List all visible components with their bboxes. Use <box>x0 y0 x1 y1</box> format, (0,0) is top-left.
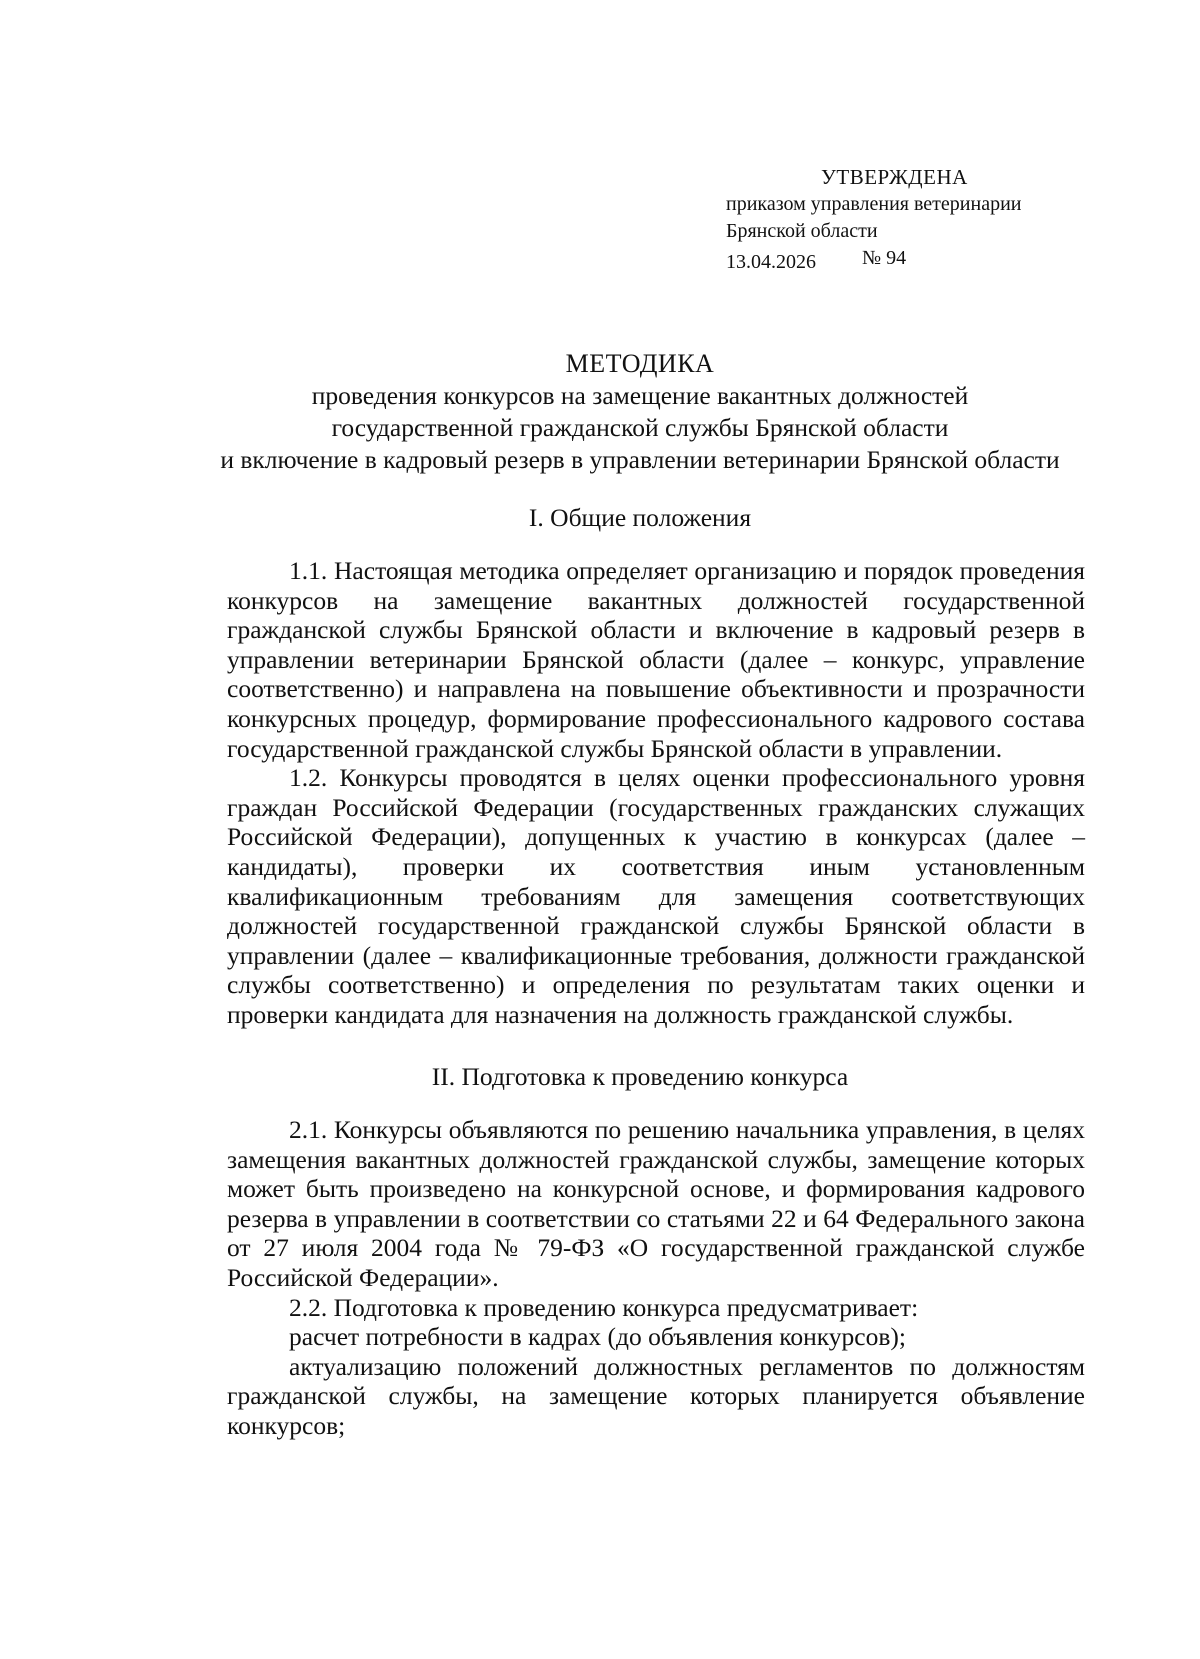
approval-region-line: Брянской области <box>726 220 878 242</box>
document-subtitle-line-3: и включение в кадровый резерв в управлении ветеринарии Брянской области <box>220 445 1060 474</box>
section-1-body <box>227 556 1085 1030</box>
document-subtitle-line-2: государственной гражданской службы Брянской области <box>331 413 949 442</box>
document-subtitle-line-1: проведения конкурсов на замещение вакантных должностей <box>311 381 969 410</box>
list-item-regulations-update: актуализацию положений должностных регламентов по должностям гражданской службы, на замещение которых планируется объявление конкурсов; <box>227 1351 1085 1440</box>
approval-date-row <box>726 245 1146 272</box>
approval-stamp <box>726 163 1146 272</box>
list-item-staffing-needs: расчет потребности в кадрах (до объявления конкурсов); <box>289 1322 906 1352</box>
paragraph-1-2: 1.2. Конкурсы проводятся в целях оценки профессионального уровня граждан Российской Федерации (государственных гражданских служащих Российской Федерации), допущенных к участию в конкурсах (далее – кандидаты), проверки их соответствия иным установленным квалификационным требованиям для замещения соответствующих должностей государственной гражданской службы Брянской области в управлении (далее – квалификационные требования, должности гражданской службы соответственно) и определения по результатам таких оценки и проверки кандидата для назначения на должность гражданской службы. <box>227 763 1085 1029</box>
approval-number: № 94 <box>862 247 907 269</box>
approval-date: 13.04.2026 <box>726 251 816 273</box>
paragraph-1-1: 1.1. Настоящая методика определяет организацию и порядок проведения конкурсов на замещение вакантных должностей государственной гражданской службы Брянской области и включение в кадровый резерв в управлении ветеринарии Брянской области (далее – конкурс, управление соответственно) и направлена на повышение объективности и прозрачности конкурсных процедур, формирование профессионального кадрового состава государственной гражданской службы Брянской области в управлении. <box>227 556 1085 763</box>
document-title-block <box>200 348 1080 476</box>
document-title: МЕТОДИКА <box>565 349 715 378</box>
approval-order-line: приказом управления ветеринарии <box>726 193 1022 215</box>
section-2-body <box>227 1115 1085 1441</box>
paragraph-2-1: 2.1. Конкурсы объявляются по решению начальника управления, в целях замещения вакантных должностей гражданской службы, замещение которых может быть произведено на конкурсной основе, и формирования кадрового резерва в управлении в соответствии со статьями 22 и 64 Федерального закона от 27 июля 2004 года № 79-ФЗ «О государственной гражданской службе Российской Федерации». <box>227 1115 1085 1292</box>
section-2-heading: II. Подготовка к проведению конкурса <box>431 1062 849 1091</box>
approval-title: УТВЕРЖДЕНА <box>821 165 968 189</box>
paragraph-2-2: 2.2. Подготовка к проведению конкурса предусматривает: <box>289 1292 919 1322</box>
section-1-heading: I. Общие положения <box>528 503 752 532</box>
